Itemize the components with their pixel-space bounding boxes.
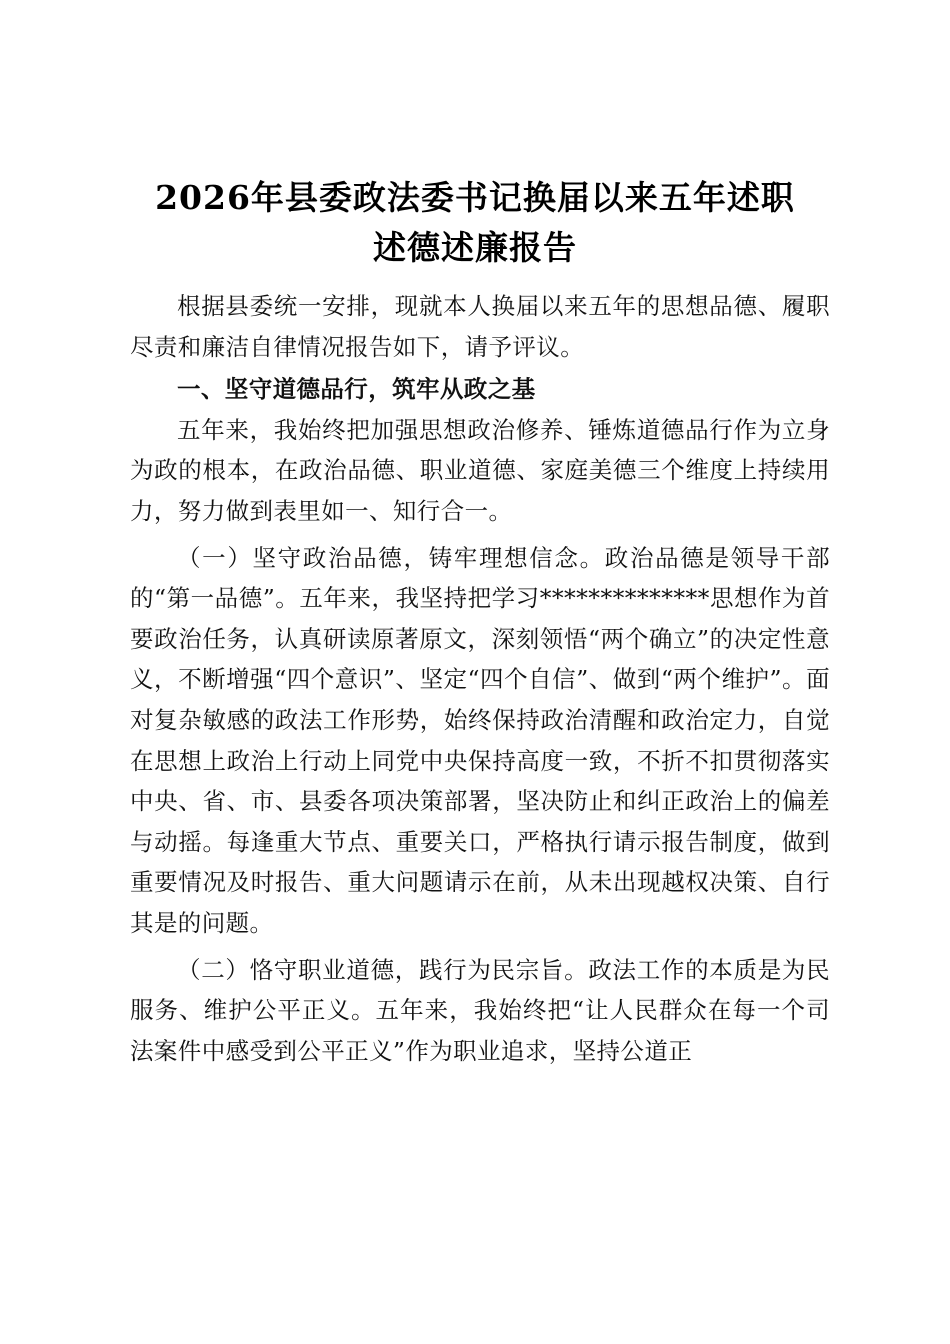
document-title-line2: 述德述廉报告 [373,228,577,267]
subsection-paragraph-2: （二）恪守职业道德，践行为民宗旨。政法工作的本质是为民服务、维护公平正义。五年来，我始终把“让人民群众在每一个司法案件中感受到公平正义”作为职业追求，坚持公道正 [130,955,830,1065]
document-body [130,286,830,1071]
subsection-paragraph-1: （一）坚守政治品德，铸牢理想信念。政治品德是领导干部的“第一品德”。五年来，我坚持把学习**************思想作为首要政治任务，认真研读原著原文，深刻领悟“两个确立”的决定性意义，不断增强“四个意识”、坚定“四个自信”、做到“两个维护”。面对复杂敏感的政法工作形势，始终保持政治清醒和政治定力，自觉在思想上政治上行动上同党中央保持高度一致，不折不扣贯彻落实中央、省、市、县委各项决策部署，坚决防止和纠正政治上的偏差与动摇。每逢重大节点、重要关口，严格执行请示报告制度，做到重要情况及时报告、重大问题请示在前，从未出现越权决策、自行其是的问题。 [130,543,830,937]
intro-paragraph: 根据县委统一安排，现就本人换届以来五年的思想品德、履职尽责和廉洁自律情况报告如下，请予评议。 [130,292,830,361]
section-heading: 一、坚守道德品行，筑牢从政之基 [177,375,536,404]
document-title-line1: 2026年县委政法委书记换届以来五年述职 [155,178,795,217]
section-intro-paragraph: 五年来，我始终把加强思想政治修养、锤炼道德品行作为立身为政的根本，在政治品德、职业道德、家庭美德三个维度上持续用力，努力做到表里如一、知行合一。 [130,415,830,525]
